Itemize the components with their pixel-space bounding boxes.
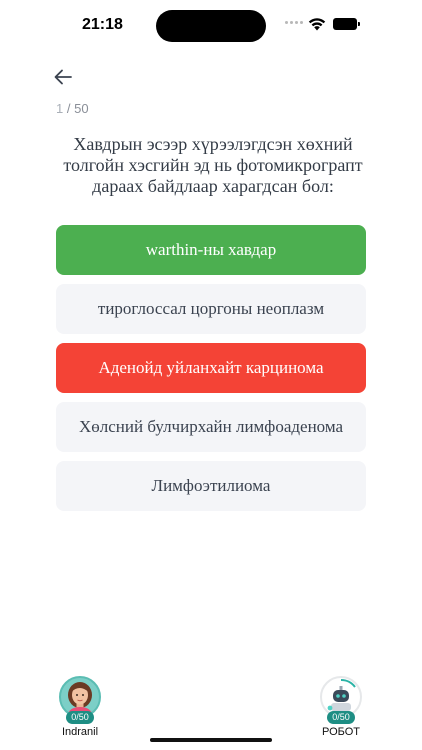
player-score-badge: 0/50 [66,711,94,724]
arrow-left-icon [54,69,72,85]
player-card-robot [311,676,371,742]
answer-option[interactable]: тироглоссал цоргоны неоплазм [56,284,366,334]
progress-current: 1 [56,101,64,116]
robot-score-badge: 0/50 [327,711,355,724]
dynamic-island [156,10,266,42]
home-indicator[interactable] [150,738,272,742]
wifi-icon [308,17,326,31]
progress-total: / 50 [66,101,89,116]
status-bar [0,0,422,52]
answer-option-correct[interactable]: warthin-ны хавдар [56,225,366,275]
answer-options [56,225,366,520]
cellular-signal-icon [285,21,303,24]
status-time: 21:18 [82,16,123,33]
answer-option[interactable]: Лимфоэтилиома [56,461,366,511]
question-progress [56,101,89,116]
player-name: Indranil [61,726,99,738]
robot-name: РОБОТ [321,726,361,738]
answer-option-wrong[interactable]: Аденойд уйланхайт карцинома [56,343,366,393]
back-button[interactable] [52,66,74,88]
answer-option[interactable]: Хөлсний булчирхайн лимфоаденома [56,402,366,452]
battery-icon [333,18,357,30]
question-text: Хавдрын эсээр хүрээлэгдсэн хөхний толгойн хэсгийн эд нь фотомикрограпт дараах байдлаар харагдсан бол: [63,134,363,196]
player-card-user [50,676,110,742]
